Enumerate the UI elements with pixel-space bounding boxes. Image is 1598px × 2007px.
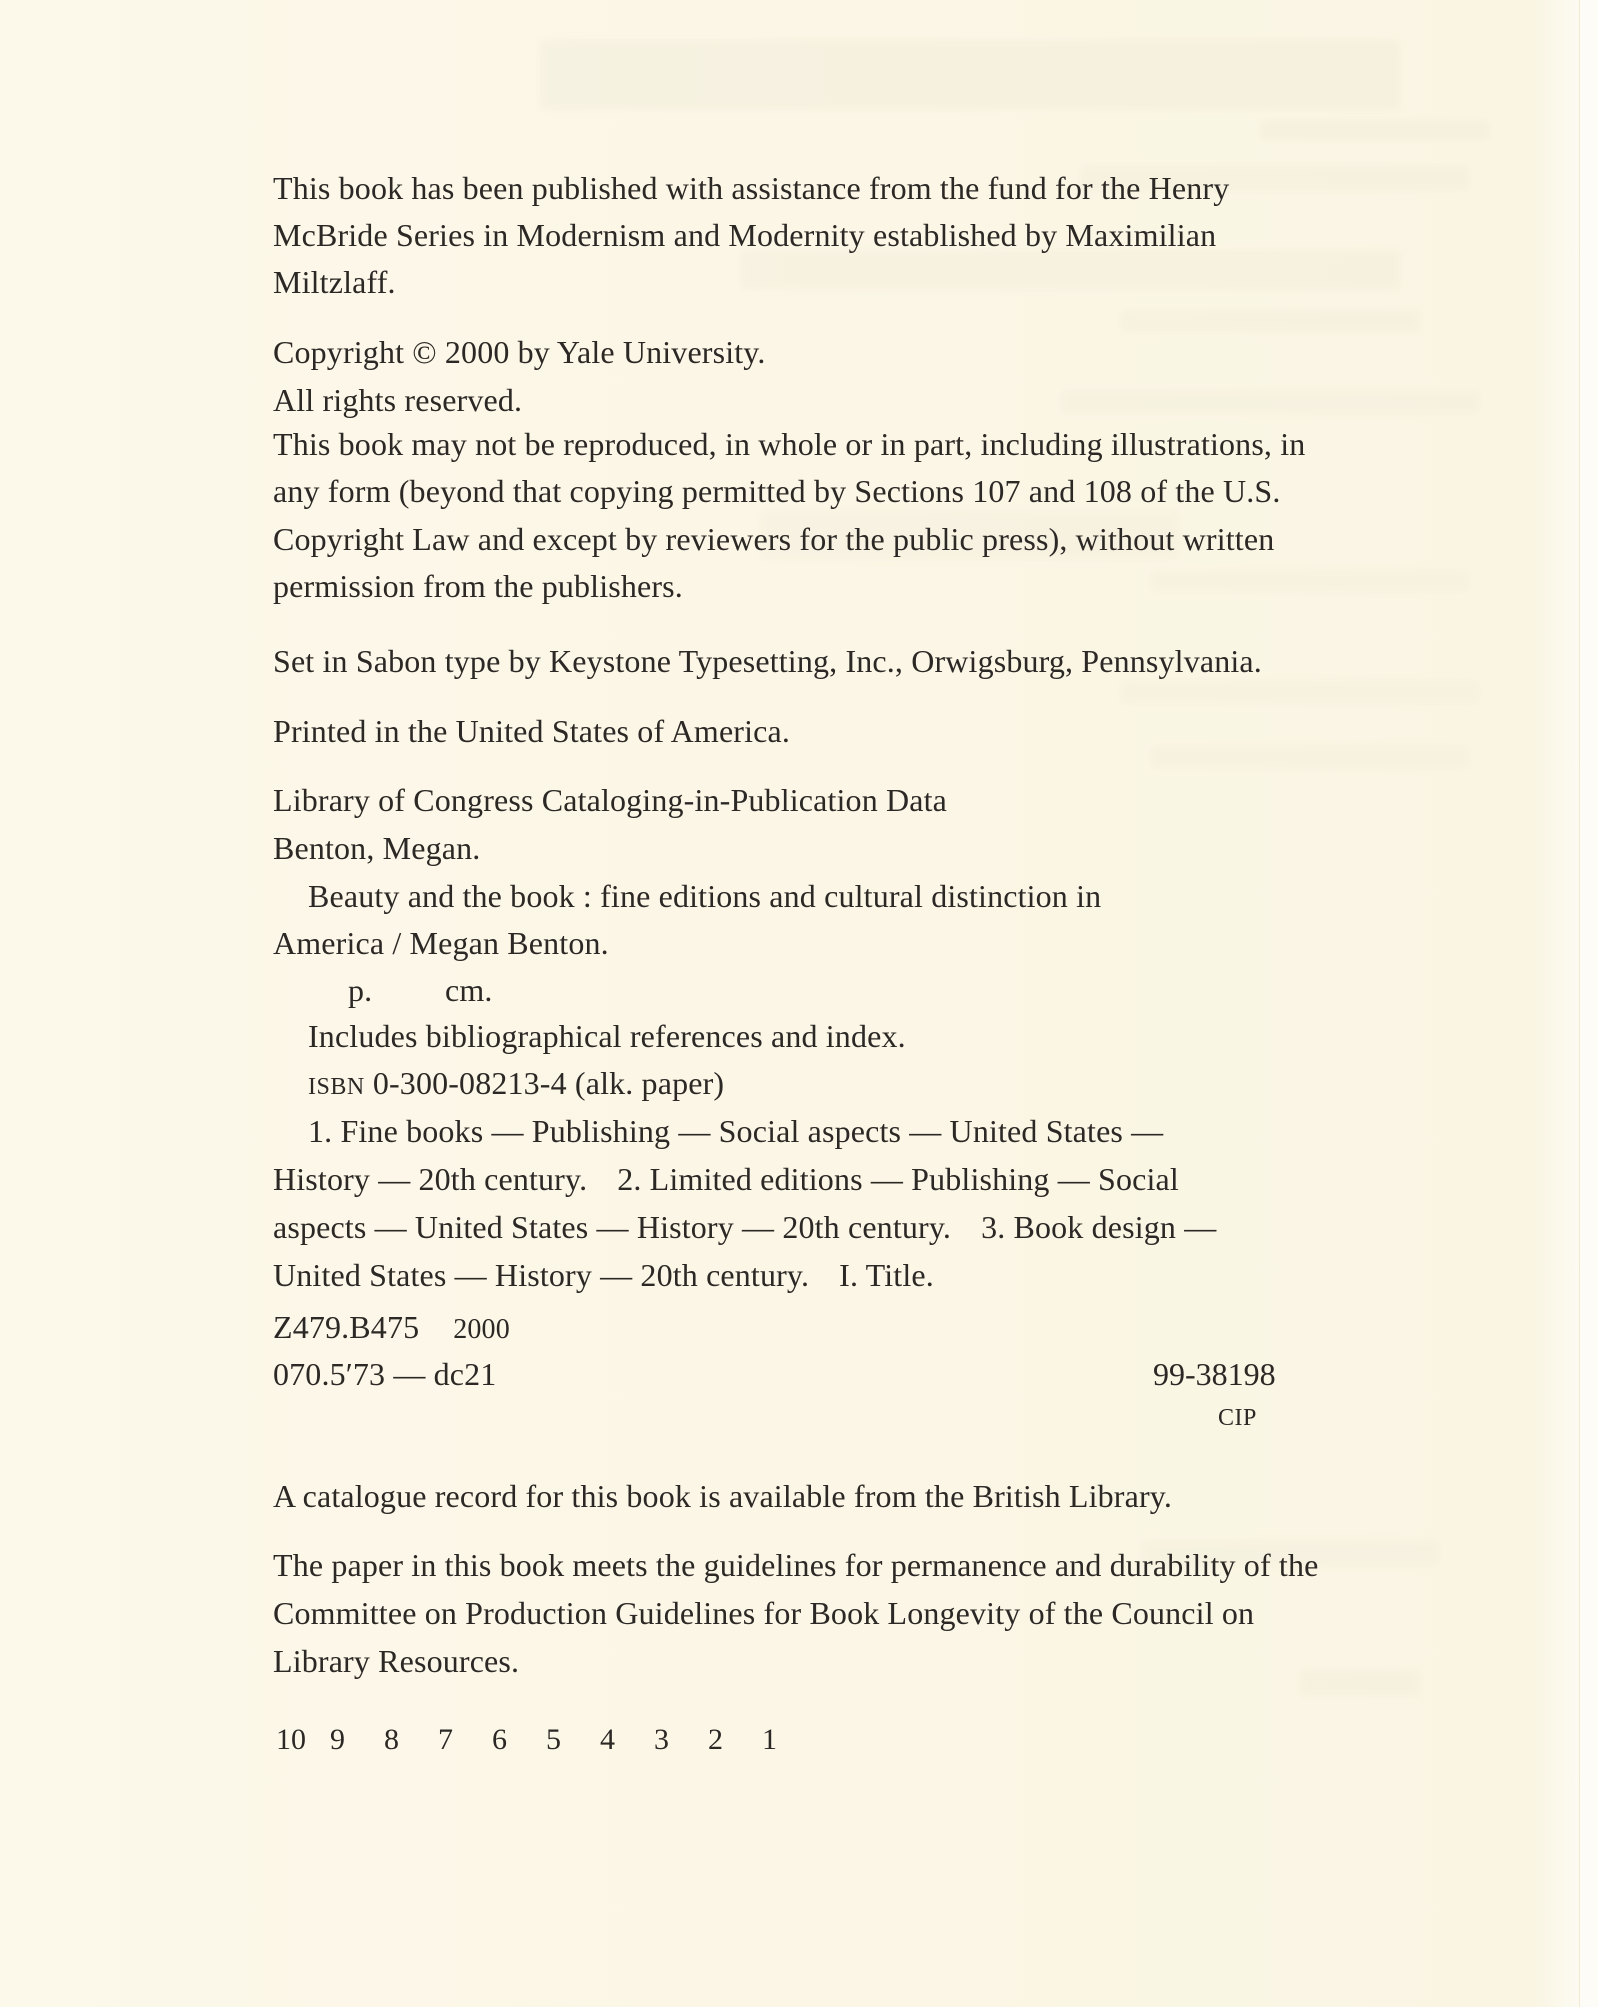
show-through-mark (1060, 390, 1480, 414)
show-through-mark (1150, 570, 1470, 592)
isbn-label: ISBN (308, 1074, 365, 1100)
show-through-mark (1150, 745, 1470, 769)
printing-number: 1 (762, 1723, 777, 1756)
text-line: permission from the publishers. (273, 568, 683, 604)
subject-text: United States — History — 20th century. (273, 1257, 810, 1293)
printing-number: 3 (654, 1723, 669, 1756)
show-through-mark (1120, 310, 1420, 332)
cip-subject (273, 1255, 934, 1295)
text-line: This book has been published with assistance from the fund for the Henry (273, 170, 1230, 206)
text-line: McBride Series in Modernism and Modernity established by Maximilian (273, 217, 1217, 253)
subject-text: 3. Book design — (981, 1209, 1217, 1245)
text-line: Miltzlaff. (273, 264, 396, 300)
printing-number: 4 (600, 1723, 615, 1756)
subject-text: 2. Limited editions — Publishing — Social (617, 1161, 1179, 1197)
show-through-mark (1300, 1670, 1420, 1696)
isbn-value: 0-300-08213-4 (alk. paper) (372, 1065, 725, 1101)
cip-subject (273, 1207, 1216, 1247)
cip-notes: Includes bibliographical references and index. (308, 1018, 906, 1054)
lc-call-number (273, 1307, 510, 1350)
cip-subject (273, 1159, 1179, 1199)
lc-year: 2000 (453, 1314, 510, 1345)
text-line: This book may not be reproduced, in whole or in part, including illustrations, in (273, 426, 1306, 462)
text-line: Library Resources. (273, 1643, 520, 1679)
text-line: any form (beyond that copying permitted by Sections 107 and 108 of the U.S. (273, 473, 1281, 509)
printed-note: Printed in the United States of America. (273, 713, 790, 749)
printing-number: 8 (384, 1723, 399, 1756)
show-through-mark (740, 250, 1400, 290)
show-through-mark (1260, 120, 1490, 140)
subject-text: aspects — United States — History — 20th century. (273, 1209, 952, 1245)
printing-line (276, 1720, 816, 1760)
printing-number: 10 (276, 1723, 306, 1756)
british-library-note: A catalogue record for this book is available from the British Library. (273, 1478, 1172, 1514)
cip-title: Beauty and the book : fine editions and cultural distinction in (308, 878, 1102, 914)
text-line: Copyright Law and except by reviewers for the public press), without written (273, 521, 1275, 557)
copyright-line: Copyright © 2000 by Yale University. (273, 334, 766, 370)
cip-tag: CIP (1218, 1405, 1257, 1431)
printing-number: 9 (330, 1723, 345, 1756)
lc-class: Z479.B475 (273, 1309, 420, 1345)
cip-isbn-line (308, 1063, 724, 1107)
subject-text: History — 20th century. (273, 1161, 588, 1197)
printing-number: 7 (438, 1723, 453, 1756)
show-through-mark (540, 40, 1400, 110)
lccn: 99-38198 (1153, 1356, 1276, 1392)
text-line: The paper in this book meets the guidelines for permanence and durability of the (273, 1547, 1319, 1583)
printing-number: 6 (492, 1723, 507, 1756)
printing-number: 5 (546, 1723, 561, 1756)
cip-subject: 1. Fine books — Publishing — Social aspects — United States — (308, 1113, 1164, 1149)
rights-line: All rights reserved. (273, 382, 523, 418)
cip-title: America / Megan Benton. (273, 925, 609, 961)
dewey-number: 070.5′73 — dc21 (273, 1356, 497, 1392)
subject-text: I. Title. (839, 1257, 934, 1293)
show-through-mark (1120, 680, 1480, 704)
typesetting-note: Set in Sabon type by Keystone Typesetting, Inc., Orwigsburg, Pennsylvania. (273, 643, 1262, 679)
page-edge (1579, 0, 1598, 2007)
text-line: Committee on Production Guidelines for Book Longevity of the Council on (273, 1595, 1255, 1631)
cip-pages: p. (348, 972, 373, 1008)
cip-author: Benton, Megan. (273, 830, 481, 866)
printing-number: 2 (708, 1723, 723, 1756)
cip-heading: Library of Congress Cataloging-in-Publication Data (273, 782, 948, 818)
cip-size: cm. (445, 972, 493, 1008)
